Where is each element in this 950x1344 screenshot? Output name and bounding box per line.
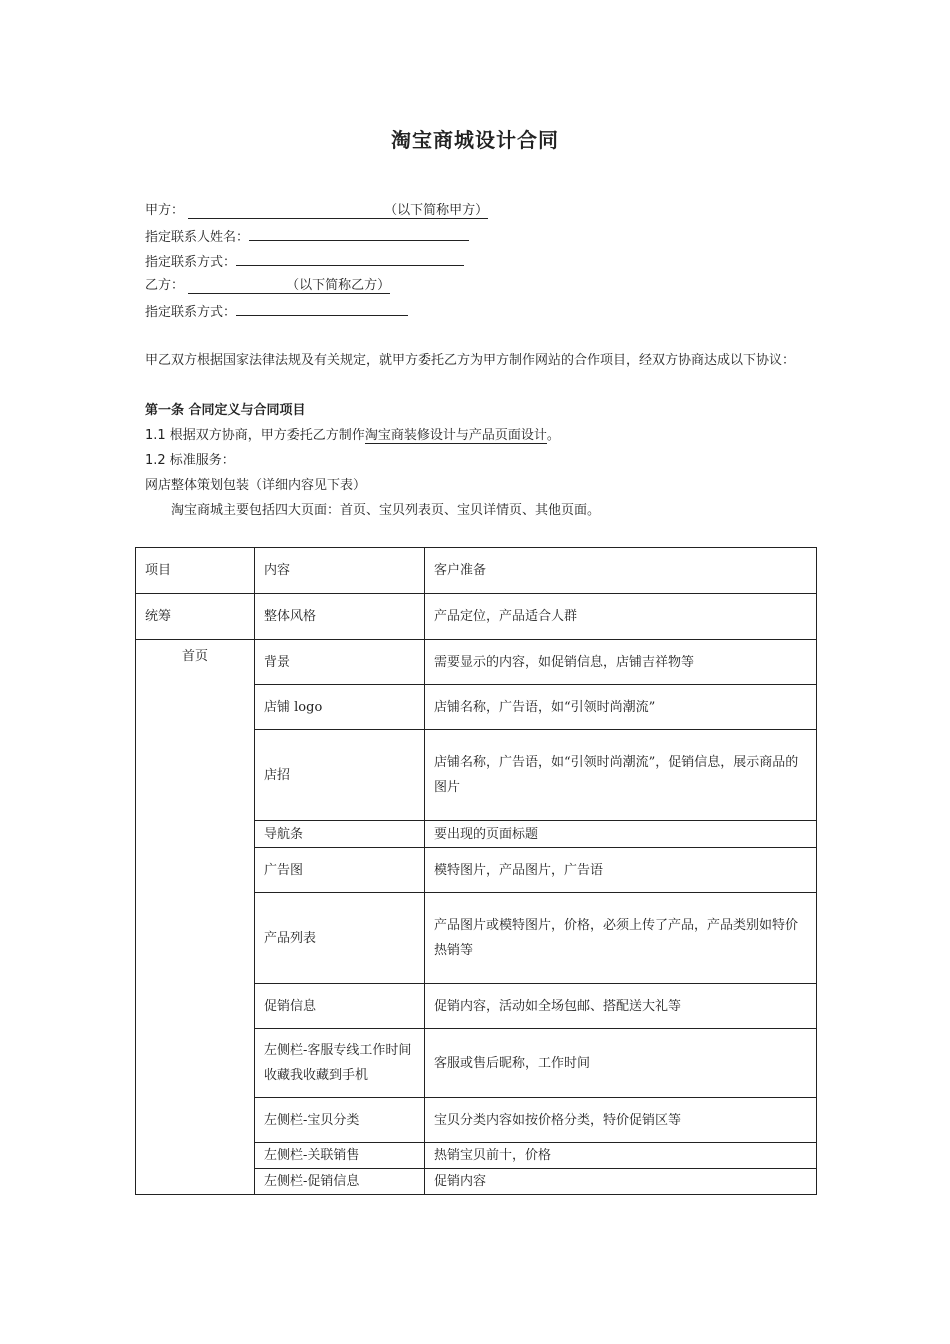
party-b-note: （以下简称乙方） (286, 278, 391, 293)
services-table (135, 547, 817, 1195)
party-a-note: （以下简称甲方） (384, 203, 489, 218)
clause-1-1-link: 淘宝商装修设计与产品页面设计 (364, 428, 547, 443)
table-row (136, 640, 817, 685)
clause-1-2: 1.2 标准服务： (145, 453, 235, 468)
row-prep: 店铺名称，广告语，如“引领时尚潮流”，促销信息，展示商品的图片 (425, 730, 817, 821)
row-content: 广告图 (255, 848, 425, 893)
header-item: 项目 (136, 548, 255, 594)
row-prep: 需要显示的内容，如促销信息，店铺吉祥物等 (425, 640, 817, 685)
intro-paragraph: 甲乙双方根据国家法律法规及有关规定，就甲方委托乙方为甲方制作网站的合作项目，经双方协商达成以下协议： (145, 353, 796, 368)
row-content: 店铺 logo (255, 685, 425, 730)
party-a-field[interactable] (188, 203, 488, 219)
clause-1-1-prefix: 1.1 根据双方协商，甲方委托乙方制作 (145, 428, 365, 443)
row-content: 促销信息 (255, 984, 425, 1029)
contact-method-label: 指定联系方式： (145, 255, 237, 270)
row-content: 左侧栏-宝贝分类 (255, 1098, 425, 1143)
row-content: 产品列表 (255, 893, 425, 984)
row-content: 店招 (255, 730, 425, 821)
contact-name-label: 指定联系人姓名： (145, 230, 250, 245)
contact-name-field[interactable] (249, 226, 469, 241)
party-b-line (145, 276, 390, 296)
package-line: 网店整体策划包装（详细内容见下表） (145, 478, 367, 493)
row-content: 左侧栏-关联销售 (255, 1143, 425, 1169)
row-prep: 客服或售后昵称，工作时间 (425, 1029, 817, 1098)
row-prep: 宝贝分类内容如按价格分类，特价促销区等 (425, 1098, 817, 1143)
party-b-label: 乙方： (145, 278, 185, 293)
pages-line: 淘宝商城主要包括四大页面：首页、宝贝列表页、宝贝详情页、其他页面。 (171, 503, 601, 518)
header-prep: 客户准备 (425, 548, 817, 594)
row-prep: 产品图片或模特图片，价格，必须上传了产品，产品类别如特价热销等 (425, 893, 817, 984)
row-prep: 产品定位，产品适合人群 (425, 594, 817, 640)
contact-method-line (145, 251, 464, 273)
section-overall: 统筹 (136, 594, 255, 640)
section-home: 首页 (136, 640, 255, 1195)
header-content: 内容 (255, 548, 425, 594)
row-prep: 促销内容 (425, 1169, 817, 1195)
party-a-line (145, 201, 488, 221)
row-content: 整体风格 (255, 594, 425, 640)
table-row (136, 594, 817, 640)
row-content: 左侧栏-促销信息 (255, 1169, 425, 1195)
contact-method-field[interactable] (236, 251, 464, 266)
table-header-row (136, 548, 817, 594)
party-b-field[interactable] (188, 278, 390, 294)
article-1-heading: 第一条 合同定义与合同项目 (145, 403, 306, 418)
contact-name-line (145, 226, 469, 248)
row-prep: 模特图片，产品图片，广告语 (425, 848, 817, 893)
party-a-label: 甲方： (145, 203, 185, 218)
row-prep: 热销宝贝前十，价格 (425, 1143, 817, 1169)
row-prep: 要出现的页面标题 (425, 821, 817, 848)
row-content: 左侧栏-客服专线工作时间收藏我收藏到手机 (255, 1029, 425, 1098)
row-content: 导航条 (255, 821, 425, 848)
row-content: 背景 (255, 640, 425, 685)
row-prep: 店铺名称，广告语，如“引领时尚潮流” (425, 685, 817, 730)
clause-1-1 (145, 423, 810, 448)
contact-method-b-label: 指定联系方式： (145, 305, 237, 320)
clause-1-1-suffix: 。 (546, 428, 560, 443)
contact-method-b-field[interactable] (236, 301, 408, 316)
contact-method-b-line (145, 301, 408, 323)
row-prep: 促销内容，活动如全场包邮、搭配送大礼等 (425, 984, 817, 1029)
document-title: 淘宝商城设计合同 (391, 128, 559, 152)
